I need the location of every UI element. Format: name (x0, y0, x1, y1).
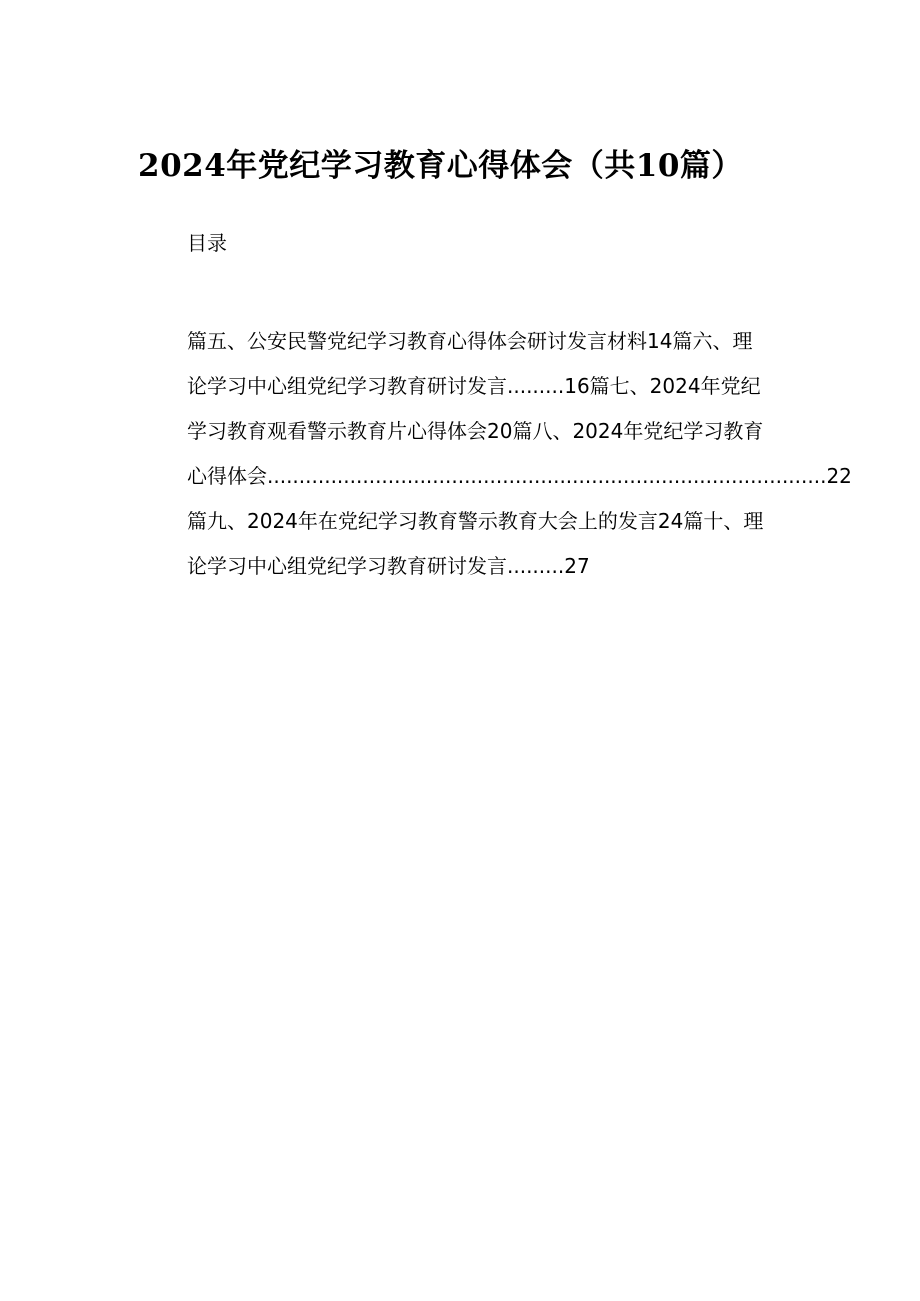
toc-list (187, 323, 852, 593)
toc-line: 篇九、2024年在党纪学习教育警示教育大会上的发言24篇十、理 (187, 509, 764, 533)
document-title: 2024年党纪学习教育心得体会（共10篇） (138, 148, 743, 184)
toc-line: 论学习中心组党纪学习教育研讨发言.........16篇七、2024年党纪 (187, 374, 761, 398)
toc-heading: 目录 (187, 231, 227, 255)
toc-line: 篇五、公安民警党纪学习教育心得体会研讨发言材料14篇六、理 (187, 329, 753, 353)
toc-line: 心得体会........................................................................................22 (187, 464, 852, 488)
toc-line: 学习教育观看警示教育片心得体会20篇八、2024年党纪学习教育 (187, 419, 764, 443)
toc-line: 论学习中心组党纪学习教育研讨发言.........27 (187, 554, 590, 578)
